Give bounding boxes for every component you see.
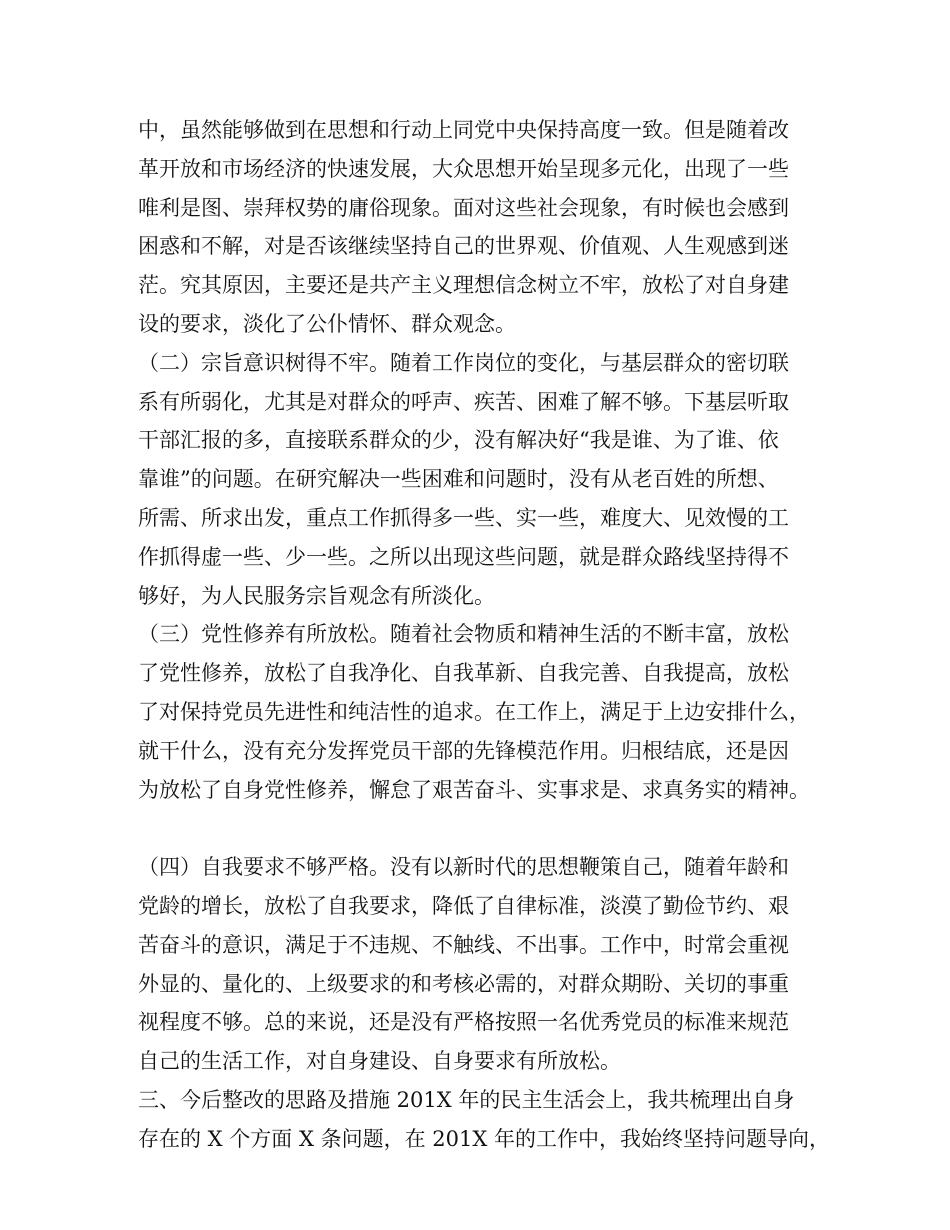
text-line: （二）宗旨意识树得不牢。随着工作岗位的变化，与基层群众的密切联	[138, 350, 789, 375]
text-line: 外显的、量化的、上级要求的和考核必需的，对群众期盼、关切的事重	[138, 971, 789, 996]
text-line: 困惑和不解，对是否该继续坚持自己的世界观、价值观、人生观感到迷	[138, 234, 789, 259]
text-line: 唯利是图、崇拜权势的庸俗现象。面对这些社会现象，有时候也会感到	[138, 195, 789, 220]
text-line: 党龄的增长，放松了自我要求，降低了自律标准，淡漠了勤俭节约、艰	[138, 893, 789, 918]
text-line: 干部汇报的多，直接联系群众的少，没有解决好“我是谁、为了谁、依	[138, 428, 779, 453]
text-line: 作抓得虚一些、少一些。之所以出现这些问题，就是群众路线坚持得不	[138, 544, 789, 569]
text-line: 苦奋斗的意识，满足于不违规、不触线、不出事。工作中，时常会重视	[138, 932, 789, 957]
text-line: 存在的 X 个方面 X 条问题，在 201X 年的工作中，我始终坚持问题导向，	[138, 1126, 830, 1151]
text-line: 革开放和市场经济的快速发展，大众思想开始呈现多元化，出现了一些	[138, 156, 789, 181]
text-line: 视程度不够。总的来说，还是没有严格按照一名优秀党员的标准来规范	[138, 1010, 789, 1035]
text-line: 中，虽然能够做到在思想和行动上同党中央保持高度一致。但是随着改	[138, 118, 789, 142]
text-line: 三、今后整改的思路及措施 201X 年的民主生活会上，我共梳理出自身	[138, 1087, 795, 1112]
document-body	[138, 111, 828, 1159]
text-line: 设的要求，淡化了公仆情怀、群众观念。	[138, 311, 516, 336]
text-line: 系有所弱化，尤其是对群众的呼声、疾苦、困难了解不够。下基层听取	[138, 389, 789, 414]
text-line: 为放松了自身党性修养，懈怠了艰苦奋斗、实事求是、求真务实的精神。	[138, 777, 810, 802]
text-line: 所需、所求出发，重点工作抓得多一些、实一些，难度大、见效慢的工	[138, 505, 789, 530]
blank-line	[138, 809, 828, 848]
text-line: 够好，为人民服务宗旨观念有所淡化。	[138, 583, 495, 608]
text-line: 就干什么，没有充分发挥党员干部的先锋模范作用。归根结底，还是因	[138, 738, 789, 763]
text-line: 靠谁”的问题。在研究解决一些困难和问题时，没有从老百姓的所想、	[138, 467, 779, 492]
text-line: 了对保持党员先进性和纯洁性的追求。在工作上，满足于上边安排什么，	[138, 699, 810, 724]
text-line: 茫。究其原因，主要还是共产主义理想信念树立不牢，放松了对自身建	[138, 273, 789, 298]
text-line: （三）党性修养有所放松。随着社会物质和精神生活的不断丰富，放松	[138, 622, 789, 647]
text-line: （四）自我要求不够严格。没有以新时代的思想鞭策自己，随着年龄和	[138, 855, 789, 880]
text-line: 自己的生活工作，对自身建设、自身要求有所放松。	[138, 1049, 621, 1074]
text-line: 了党性修养，放松了自我净化、自我革新、自我完善、自我提高，放松	[138, 661, 789, 686]
